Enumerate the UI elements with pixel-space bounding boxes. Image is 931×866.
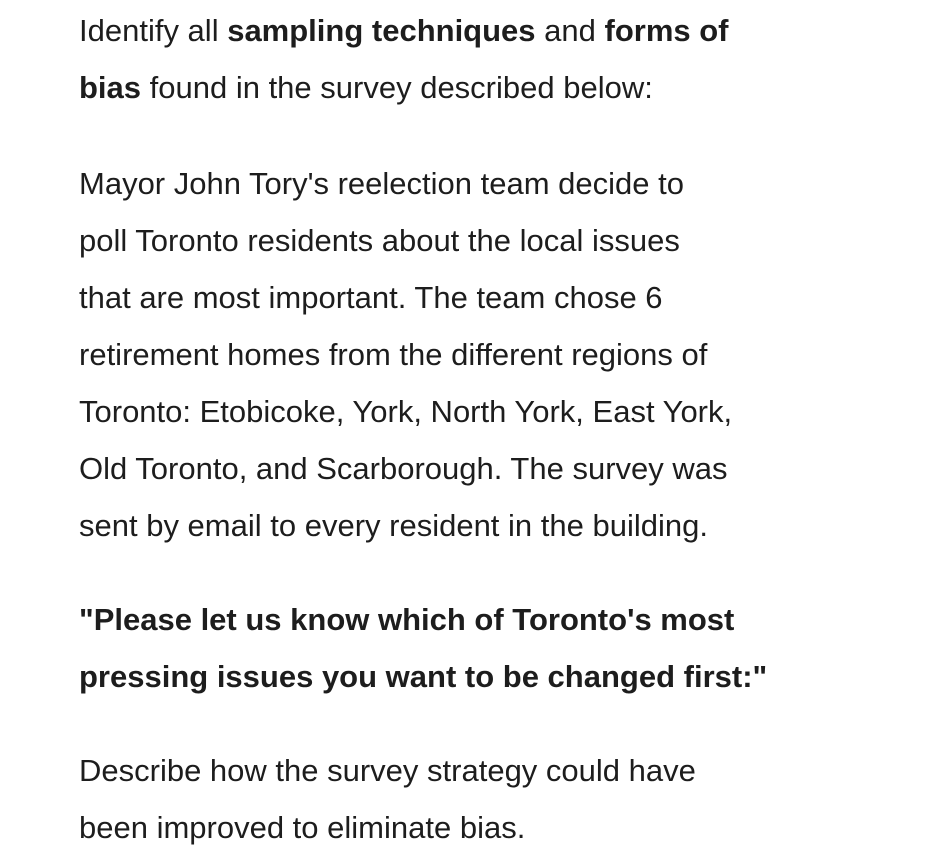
instruction-text: Identify all — [79, 13, 228, 48]
survey-description-paragraph — [79, 155, 919, 554]
task-line: been improved to eliminate bias. — [79, 810, 526, 845]
question-line: "Please let us know which of Toronto's most — [79, 602, 735, 637]
description-line: retirement homes from the different regions of — [79, 337, 708, 372]
task-line: Describe how the survey strategy could have — [79, 753, 696, 788]
description-line: poll Toronto residents about the local issues — [79, 223, 680, 258]
description-line: Toronto: Etobicoke, York, North York, East York, — [79, 394, 733, 429]
forms-of-emphasis: forms of — [604, 13, 729, 48]
sampling-techniques-emphasis: sampling techniques — [227, 13, 536, 48]
instruction-line-2 — [79, 59, 899, 116]
instruction-line-1 — [79, 2, 899, 59]
bias-emphasis: bias — [79, 70, 142, 105]
description-line: Mayor John Tory's reelection team decide to — [79, 166, 684, 201]
survey-question-paragraph — [79, 591, 919, 705]
instruction-paragraph — [79, 2, 899, 116]
description-line: Old Toronto, and Scarborough. The survey was — [79, 451, 728, 486]
instruction-text: and — [535, 13, 605, 48]
description-line: sent by email to every resident in the building. — [79, 508, 708, 543]
description-line: that are most important. The team chose 6 — [79, 280, 663, 315]
question-line: pressing issues you want to be changed first:" — [79, 659, 768, 694]
instruction-text: found in the survey described below: — [141, 70, 653, 105]
task-paragraph — [79, 742, 919, 856]
